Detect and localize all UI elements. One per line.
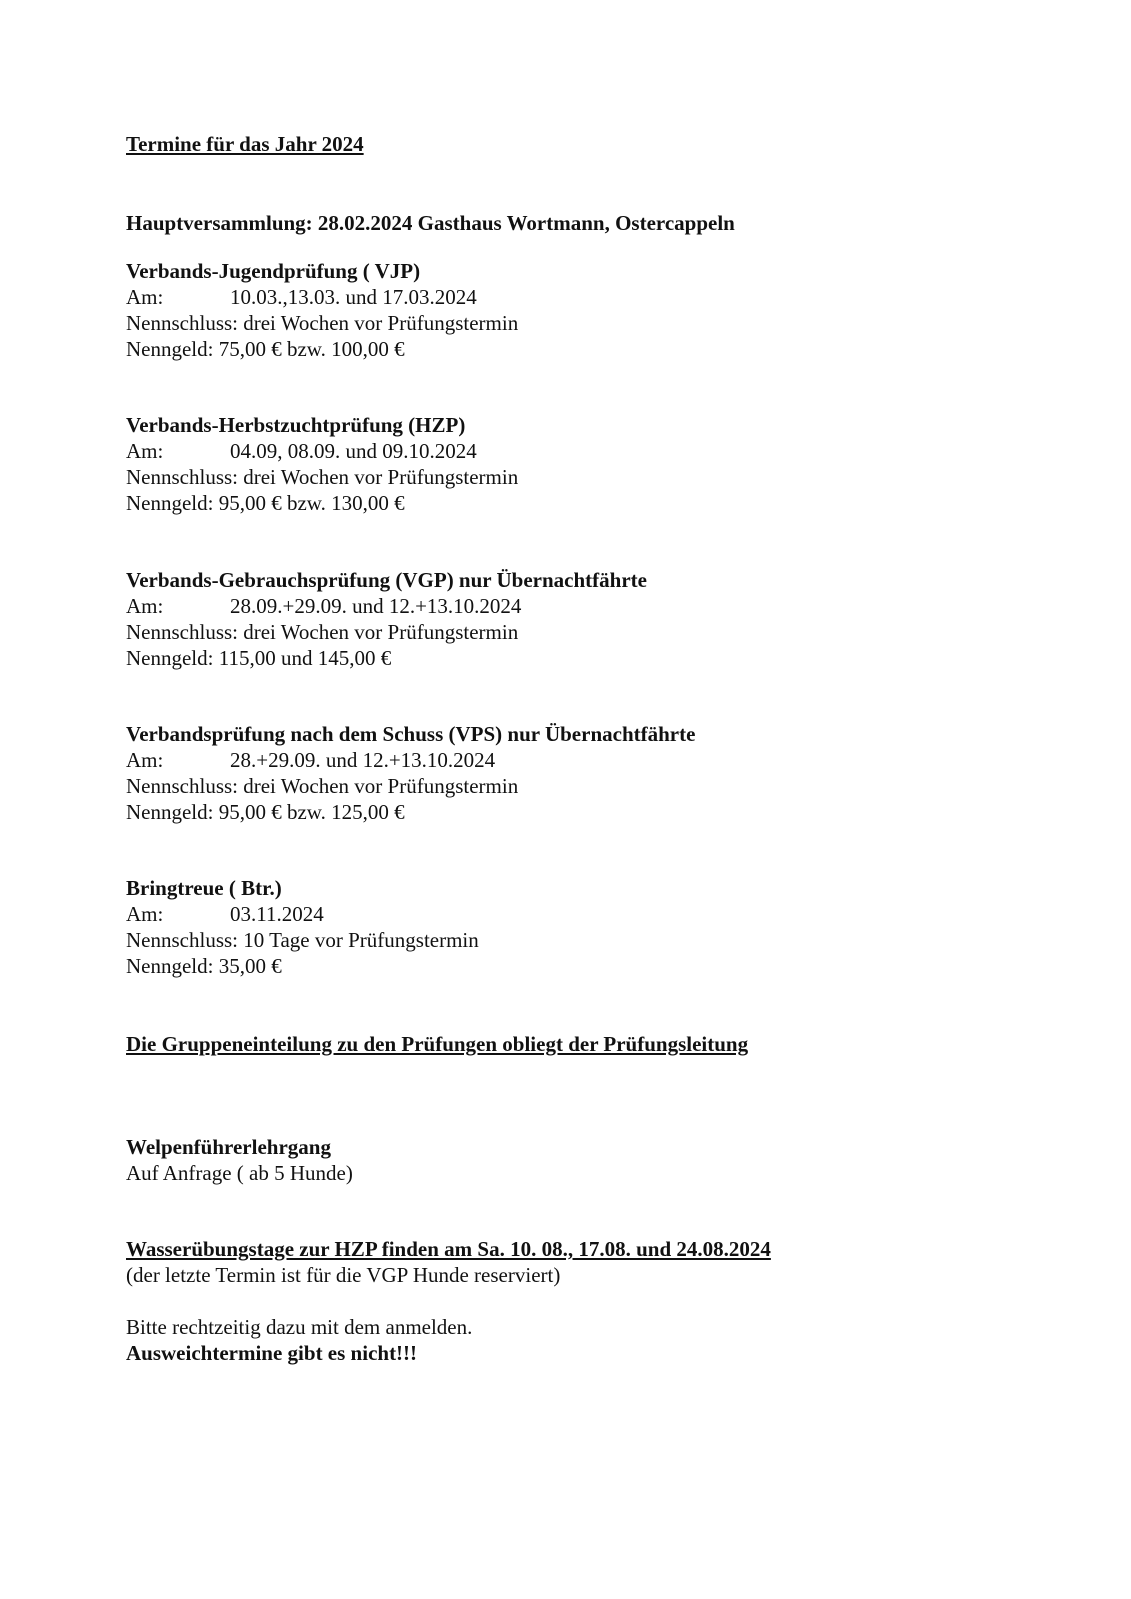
nennschluss-line: Nennschluss: drei Wochen vor Prüfungstermin — [126, 311, 519, 335]
exam-date-row — [126, 438, 518, 464]
wasser-note: (der letzte Termin ist für die VGP Hunde reserviert) — [126, 1263, 561, 1287]
nenngeld-line: Nenngeld: 35,00 € — [126, 954, 282, 978]
welpen-text: Auf Anfrage ( ab 5 Hunde) — [126, 1161, 353, 1185]
nennschluss-line: Nennschluss: drei Wochen vor Prüfungstermin — [126, 465, 519, 489]
am-label: Am: — [126, 748, 164, 772]
exam-section-vps — [126, 721, 695, 825]
exam-section-bringtreue — [126, 875, 479, 979]
anmelden-line: Bitte rechtzeitig dazu mit dem anmelden. — [126, 1315, 473, 1339]
nenngeld-line: Nenngeld: 95,00 € bzw. 125,00 € — [126, 800, 405, 824]
exam-date-row — [126, 747, 695, 773]
exam-section-vgp — [126, 567, 647, 671]
am-value: 03.11.2024 — [230, 902, 324, 926]
am-label: Am: — [126, 902, 164, 926]
exam-date-row — [126, 284, 518, 310]
hauptversammlung-line: Hauptversammlung: 28.02.2024 Gasthaus Wortmann, Ostercappeln — [126, 211, 735, 235]
welpen-heading: Welpenführerlehrgang — [126, 1135, 331, 1159]
exam-heading: Verbands-Herbstzuchtprüfung (HZP) — [126, 413, 466, 437]
am-value: 28.09.+29.09. und 12.+13.10.2024 — [230, 594, 522, 618]
exam-heading: Verbands-Gebrauchsprüfung (VGP) nur Übernachtfährte — [126, 568, 647, 592]
am-value: 28.+29.09. und 12.+13.10.2024 — [230, 748, 496, 772]
exam-section-vjp — [126, 258, 518, 362]
am-label: Am: — [126, 439, 164, 463]
exam-heading: Verbands-Jugendprüfung ( VJP) — [126, 259, 421, 283]
nennschluss-line: Nennschluss: 10 Tage vor Prüfungstermin — [126, 928, 479, 952]
am-label: Am: — [126, 594, 164, 618]
exam-date-row — [126, 901, 479, 927]
exam-section-hzp — [126, 412, 518, 516]
nenngeld-line: Nenngeld: 95,00 € bzw. 130,00 € — [126, 491, 405, 515]
exam-heading: Verbandsprüfung nach dem Schuss (VPS) nur Übernachtfährte — [126, 722, 696, 746]
nenngeld-line: Nenngeld: 115,00 und 145,00 € — [126, 646, 392, 670]
ausweich-line: Ausweichtermine gibt es nicht!!! — [126, 1341, 418, 1365]
nennschluss-line: Nennschluss: drei Wochen vor Prüfungstermin — [126, 774, 519, 798]
nennschluss-line: Nennschluss: drei Wochen vor Prüfungstermin — [126, 620, 519, 644]
am-label: Am: — [126, 285, 164, 309]
welpen-section — [126, 1134, 353, 1186]
exam-date-row — [126, 593, 647, 619]
am-value: 04.09, 08.09. und 09.10.2024 — [230, 439, 477, 463]
wasser-heading: Wasserübungstage zur HZP finden am Sa. 10. 08., 17.08. und 24.08.2024 — [126, 1237, 771, 1261]
gruppeneinteilung-note: Die Gruppeneinteilung zu den Prüfungen obliegt der Prüfungsleitung — [126, 1032, 749, 1056]
nenngeld-line: Nenngeld: 75,00 € bzw. 100,00 € — [126, 337, 405, 361]
exam-heading: Bringtreue ( Btr.) — [126, 876, 282, 900]
document-title: Termine für das Jahr 2024 — [126, 132, 364, 156]
am-value: 10.03.,13.03. und 17.03.2024 — [230, 285, 477, 309]
